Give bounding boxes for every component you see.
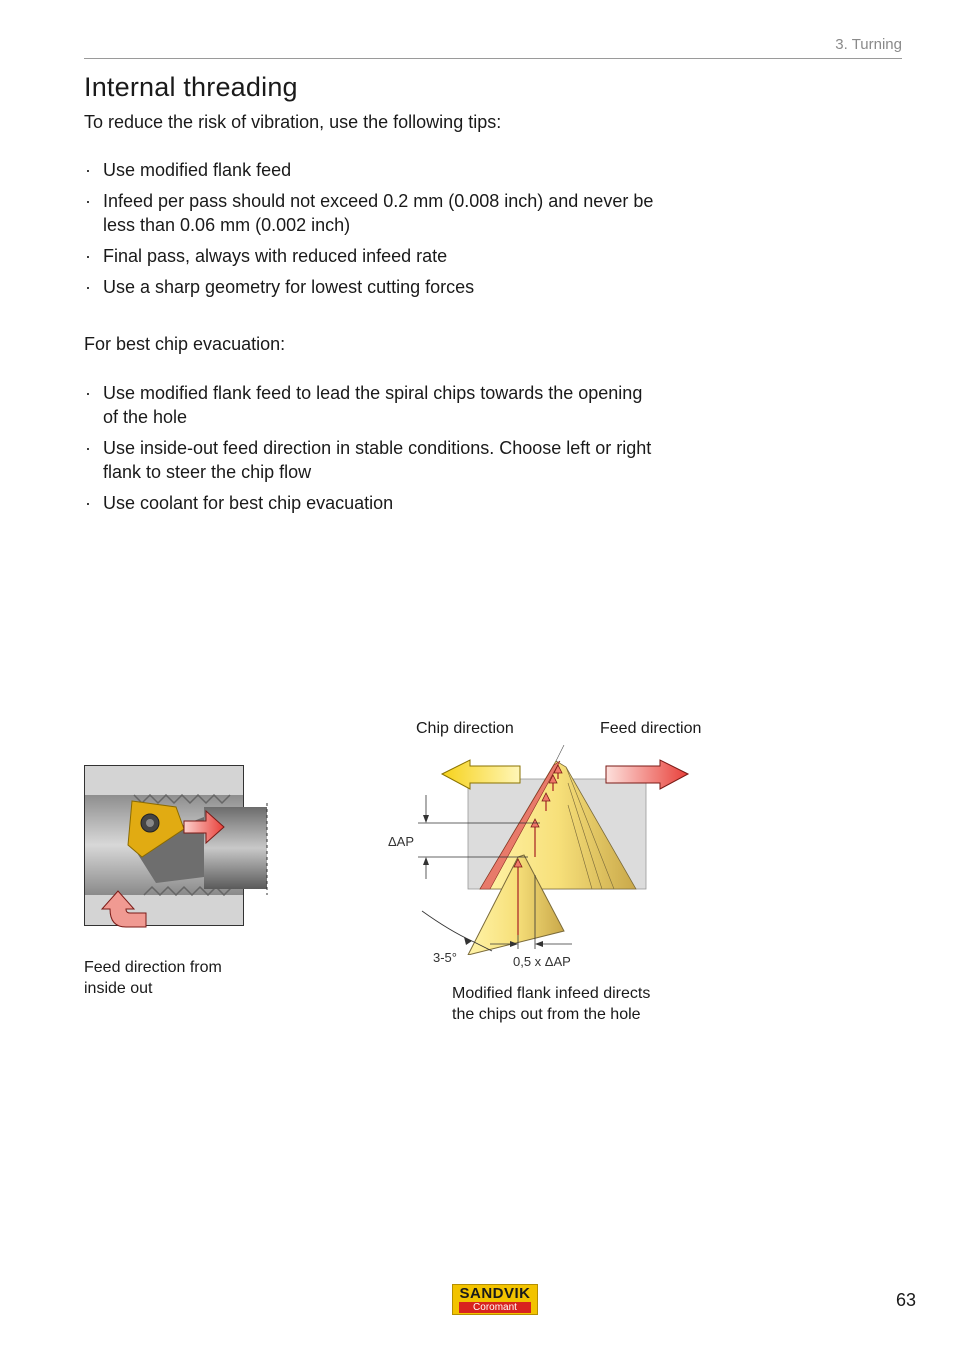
page-title: Internal threading [84,72,298,102]
section-label: 3. Turning [835,36,902,53]
right-figure-caption: Modified flank infeed directs the chips out from the hole [452,985,651,1023]
list-item: · Use modified flank feed [85,160,292,180]
sandvik-coromant-logo: SANDVIK Coromant [452,1284,538,1315]
chip-direction-label: Chip direction [416,720,514,737]
header-rule [84,58,902,59]
page-number: 63 [895,1290,916,1310]
left-figure-caption: Feed direction from inside out [84,959,222,997]
list-item: · Use inside-out feed direction in stable conditions. Choose left or right flank to steer the chip flow [85,438,652,482]
half-delta-ap-label: 0,5 x ΔAP [513,954,571,969]
delta-ap-label: ΔAP [388,834,415,849]
list-item: · Final pass, always with reduced infeed rate [85,246,448,266]
list-item: · Use coolant for best chip evacuation [85,493,394,513]
list-item: · Infeed per pass should not exceed 0.2 mm (0.008 inch) and never be less than 0.06 mm (0.002 inch) [85,191,654,235]
inside-out-feed-illustration [84,765,274,945]
chip-tips-list [84,381,684,522]
flank-angle-label: 3-5° [433,950,457,965]
modified-flank-infeed-diagram [380,745,700,955]
list-item: · Use a sharp geometry for lowest cutting forces [85,277,475,297]
feed-direction-label: Feed direction [600,720,702,737]
vibration-tips-list [84,158,704,306]
chip-intro-text: For best chip evacuation: [84,334,286,354]
intro-text: To reduce the risk of vibration, use the following tips: [84,112,502,132]
list-item: · Use modified flank feed to lead the spiral chips towards the opening of the hole [85,383,643,427]
